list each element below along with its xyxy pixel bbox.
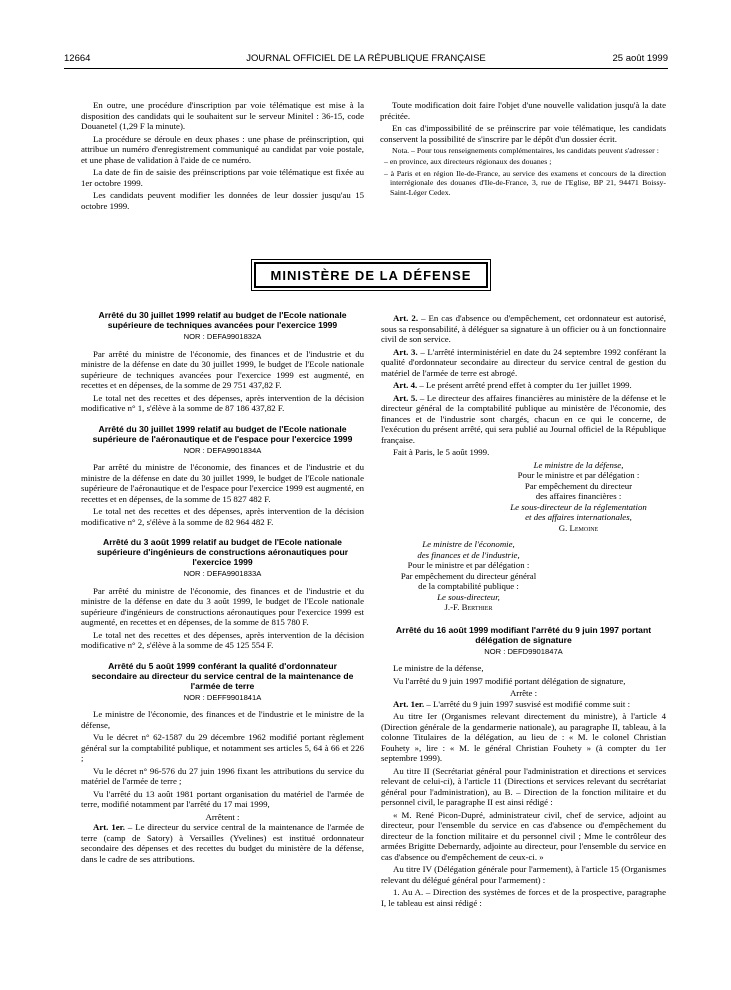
paragraph: 1. Au A. – Direction des systèmes de forces et de la prospective, paragraphe I, le tableau est ainsi rédigé : (381, 887, 666, 908)
paragraph: Le total net des recettes et des dépenses, après intervention de la décision modificative n° 2, s'élève à la somme de 45 125 554 F. (81, 629, 364, 650)
left-column (81, 300, 364, 866)
paragraph: Le ministre de la défense, (393, 663, 484, 673)
signature-block-economie (381, 539, 556, 613)
signature-line: et des affaires internationales, (525, 512, 632, 522)
signatory-name: G. Lemoine (558, 522, 599, 533)
article-text: – L'arrêté du 9 juin 1997 susvisé est modifié comme suit : (424, 698, 631, 709)
nor-reference: NOR : DEFA9901833A (183, 569, 262, 578)
ministry-heading: MINISTÈRE DE LA DÉFENSE (254, 262, 488, 288)
article-text: – Le directeur des affaires financières au ministère de la défense et le directeur général de la comptabilité publique au ministère de l'économie, des finances et de l'industrie sont chargés, chacun en ce qui le concerne, de l'exécution du présent arrêté, qui sera publié au Journal officiel de la République française. (381, 392, 666, 445)
arrete-heading: Arrête : (509, 688, 538, 698)
paragraph: La date de fin de saisie des préinscriptions par voie télématique est fixée au 1er octobre 1999. (81, 167, 364, 188)
signature-line: des affaires financières : (535, 491, 622, 501)
paragraph: Vu le décret n° 62-1587 du 29 décembre 1962 modifié portant règlement général sur la comptabilité publique, et notamment ses articles 5, 64 à 66 et 226 ; (81, 732, 364, 763)
issue-date: 25 août 1999 (612, 53, 668, 64)
decree-title: Arrêté du 30 juillet 1999 relatif au budget de l'Ecole nationale supérieure de l'aéronautique et de l'espace pour l'exercice 1999 (92, 423, 353, 444)
article-paragraph (381, 313, 666, 345)
header-rule (64, 68, 668, 69)
signature-line: de la comptabilité publique : (418, 581, 519, 591)
paragraph: Vu l'arrêté du 13 août 1981 portant organisation du matériel de l'armée de terre, modifié notamment par l'arrêté du 17 mai 1999, (81, 788, 364, 809)
decree-title: Arrêté du 16 août 1999 modifiant l'arrêté du 9 juin 1997 portant délégation de signature (395, 624, 652, 645)
article-label: Art. 3. (393, 346, 418, 357)
paragraph: Le ministre de l'économie, des finances et de l'industrie et le ministre de la défense, (81, 709, 364, 730)
article-label: Art. 5. (393, 392, 418, 403)
article-label: Art. 1er. (93, 822, 125, 832)
paragraph: Le total net des recettes et des dépenses, après intervention de la décision modificative n° 2, s'élève à la somme de 82 964 482 F. (81, 506, 364, 527)
article-paragraph (381, 380, 666, 391)
fait-line: Fait à Paris, le 5 août 1999. (393, 447, 490, 457)
article-text: – Le directeur du service central de la maintenance de l'armée de terre (camp de Satory) à Versailles (Yvelines) est institué ordonnateur secondaire des dépenses et des recettes du budget du ministère de la défense, dans le cadre de ses attributions. (81, 822, 365, 864)
article-paragraph (81, 822, 364, 864)
signature-line: Le ministre de la défense, (533, 459, 624, 470)
paragraph: La procédure se déroule en deux phases : une phase de préinscription, qui attribue un numéro d'enregistrement communiqué au candidat par voie postale, et une phase de validation à l'aide de ce numéro. (81, 133, 364, 165)
signature-block-defense (491, 460, 666, 534)
article-text: – En cas d'absence ou d'empêchement, cet ordonnateur est autorisé, sous sa responsabilité, à déléguer sa signature à un officier ou à un fonctionnaire civil de son service. (381, 313, 666, 344)
top-right-block (380, 100, 666, 199)
contact-item: – à Paris et en région Ile-de-France, au service des examens et concours de la direction interrégionale des douanes d'Ile-de-France, 3, rue de l'Eglise, BP 21, 94471 Boissy-Saint-Léger Cedex. (384, 168, 666, 197)
signature-line: Le sous-directeur, (437, 591, 500, 602)
nor-reference: NOR : DEFA9901834A (183, 445, 262, 455)
signature-line: Le sous-directeur de la réglementation (510, 501, 647, 512)
page-header (64, 53, 668, 67)
paragraph: Au titre Ier (Organismes relevant directement du ministre), à l'article 4 (Direction générale de la gendarmerie nationale), au paragraphe II, tableau, à la colonne Titulaires de la délégation, au lieu de : « M. le colonel Christian Fouhety », lire : « M. le général Christian Fouhety » (à compter du 1er septembre 1999). (381, 711, 666, 763)
paragraph: Par arrêté du ministre de l'économie, des finances et de l'industrie et du ministre de la défense en date du 30 juillet 1999, le budget de l'Ecole nationale supérieure de techniques avancées pour l'exercice 1999 est augmenté, en recettes et en dépenses, de la somme de 29 751 437,82 F. (81, 348, 364, 390)
signatory-name: J.-F. Berthier (444, 602, 493, 612)
paragraph: Vu le décret n° 96-576 du 27 juin 1996 fixant les attributions du service du matériel de l'armée de terre ; (81, 765, 364, 786)
decree-title: Arrêté du 5 août 1999 conférant la qualité d'ordonnateur secondaire au directeur du service central de la maintenance de l'armée de terre (91, 660, 354, 691)
signature-line: Pour le ministre et par délégation : (407, 560, 530, 570)
nota-paragraph: Nota. – Pour tous renseignements complémentaires, les candidats peuvent s'adresser : (392, 146, 659, 155)
signature-line: Le ministre de l'économie, (422, 539, 515, 549)
paragraph: Les candidats peuvent modifier les données de leur dossier jusqu'au 15 octobre 1999. (81, 190, 364, 211)
nor-reference: NOR : DEFD9901847A (484, 646, 563, 656)
paragraph: Au titre IV (Délégation générale pour l'armement), à l'article 15 (Organismes relevant du délégué général pour l'armement) : (381, 864, 666, 885)
signature-line: Par empêchement du directeur général (400, 570, 537, 581)
journal-title: JOURNAL OFFICIEL DE LA RÉPUBLIQUE FRANÇAISE (246, 53, 486, 64)
signature-line: des finances et de l'industrie, (417, 549, 520, 560)
article-text: – L'arrêté interministériel en date du 24 septembre 1992 conférant la qualité d'ordonnateur secondaire au directeur du service central de gestion du matériel de l'armée de terre est abrogé. (381, 346, 666, 378)
article-label: Art. 4. (393, 380, 418, 390)
article-paragraph (381, 699, 666, 710)
paragraph: Le total net des recettes et des dépenses, après intervention de la décision modificative n° 1, s'élève à la somme de 87 186 437,82 F. (81, 392, 364, 413)
contact-item: – en province, aux directeurs régionaux des douanes ; (384, 157, 552, 167)
signature-line: Pour le ministre et par délégation : (517, 470, 640, 480)
paragraph: « M. René Picon-Dupré, administrateur civil, chef de service, adjoint au directeur, pour l'ensemble du service en cas d'absence ou d'empêchement du directeur de la fonction militaire et du personnel civil ; Mme le contrôleur des armées Brigitte Debernardy, adjointe au directeur, pour l'ensemble du service en cas d'absence ou d'empêchement de ceux-ci. » (381, 809, 666, 862)
right-column (381, 313, 666, 910)
page-number: 12664 (64, 53, 91, 64)
nor-reference: NOR : DEFA9901832A (183, 332, 262, 341)
article-paragraph (381, 347, 666, 379)
paragraph: En outre, une procédure d'inscription par voie télématique est mise à la disposition des candidats qui le souhaitent sur le serveur Minitel : 36-15, code Douanetel (1,29 F la minute). (81, 100, 364, 131)
paragraph: En cas d'impossibilité de se préinscrire par voie télématique, les candidats conservent la possibilité de s'inscrire par le dépôt d'un dossier écrit. (380, 123, 666, 144)
paragraph: Par arrêté du ministre de l'économie, des finances et de l'industrie et du ministre de la défense en date du 30 juillet 1999, le budget de l'Ecole nationale supérieure de l'aéronautique et de l'espace pour l'exercice 1999 est augmenté, en recettes et en dépenses, de la somme de 15 827 482 F. (81, 462, 364, 504)
paragraph: Au titre II (Secrétariat général pour l'administration et directions et services relevant de celui-ci), à l'article 11 (Directions et services relevant du secrétariat général pour l'administration), au B. – Direction de la fonction militaire et du personnel civil, le paragraphe II est ainsi rédigé : (381, 765, 666, 807)
decree-title: Arrêté du 3 août 1999 relatif au budget de l'Ecole nationale supérieure d'ingénieurs de constructions aéronautiques pour l'exercice 1999 (96, 537, 349, 567)
article-paragraph (381, 393, 666, 446)
top-left-block (81, 100, 364, 213)
decree-title: Arrêté du 30 juillet 1999 relatif au budget de l'Ecole nationale supérieure de techniques avancées pour l'exercice 1999 (98, 310, 347, 330)
paragraph: Par arrêté du ministre de l'économie, des finances et de l'industrie et du ministre de la défense en date du 3 août 1999, le budget de l'Ecole nationale supérieure d'ingénieurs de constructions aéronautiques pour l'exercice 1999 est augmenté, en recettes et en dépenses, de la somme de 815 780 F. (81, 585, 364, 627)
article-label: Art. 1er. (393, 698, 425, 709)
article-text: – Le présent arrêté prend effet à compter du 1er juillet 1999. (417, 380, 632, 390)
nor-reference: NOR : DEFF9901841A (183, 692, 262, 702)
signature-line: Par empêchement du directeur (524, 480, 633, 491)
paragraph: Vu l'arrêté du 9 juin 1997 modifié portant délégation de signature, (393, 675, 626, 686)
article-label: Art. 2. (393, 313, 419, 323)
arretent-heading: Arrêtent : (205, 811, 240, 822)
paragraph: Toute modification doit faire l'objet d'une nouvelle validation jusqu'à la date précitée. (380, 100, 666, 121)
